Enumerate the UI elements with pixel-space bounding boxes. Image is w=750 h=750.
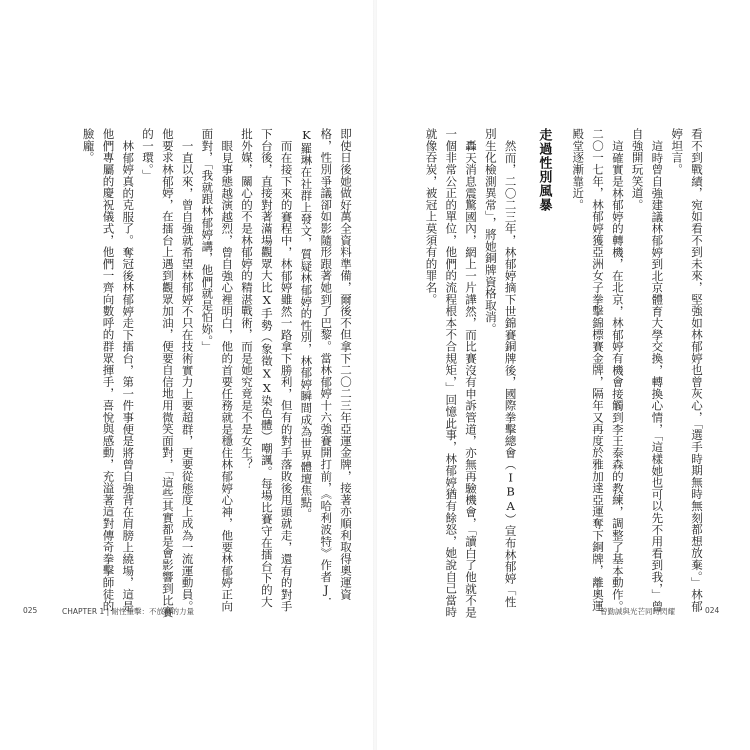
paragraph: 眼見事態越演越烈，曾自強心裡明白，他的首要任務就是穩住林郁婷心神，他要林郁婷正向面對，「我就跟林郁婷講，他們就是怕妳。」 xyxy=(200,128,235,612)
right-running-head: 曾勤誠與光芒同時閃耀 xyxy=(600,607,675,616)
paragraph: 轟天消息震驚國內，網上一片譁然，而比賽沒有申訴管道，亦無再驗機會，「讀白了他就不是一個非常公正的單位，他們的流程根本不合規矩，」回憶此事，林郁婷猶有餘怒，她說自己當時就像吞炭，被冠上莫須有的罪名。 xyxy=(424,128,479,618)
paragraph: 一直以來，曾自強就希望林郁婷不只在技術實力上要超群，更要從態度上成為一流運動員。他要求林郁婷，在擂台上遇到觀眾加油，便要自信地用微笑面對，「這些其實都是會影響到比賽的一環。」 xyxy=(141,128,195,618)
right-page xyxy=(377,0,750,750)
left-page-body xyxy=(25,128,355,618)
paragraph: 即使日後她做好萬全資料準備，爾後不但拿下二〇二三年亞運金牌，接著亦順利取得奧運資格，性別爭議卻如影隨形跟著她到了巴黎。當林郁婷十六強賽開打前，《哈利波特》作者J．K羅琳在社群上發文，質疑林郁婷的性別，林郁婷瞬間成為世界體壇焦點。 xyxy=(299,128,353,609)
paragraph: 而在接下來的賽程中，林郁婷雖然一路拿下勝利，但有的對手落敗後甩頭就走，還有的對手下台後，直接對著滿場觀眾大比X手勢（象徵XX染色體）嘲諷。每場比賽守在擂台下的大批外媒，關心的不是林郁婷的精湛戰術，而是她究竟是不是女生？ xyxy=(240,128,294,612)
right-page-body xyxy=(401,128,706,618)
paragraph: 這時曾自強建議林郁婷到北京體育大學交換，轉換心情，「這樣她也可以先不用看到我，」曾自強開玩笑道。 xyxy=(630,128,665,612)
left-running-head: CHAPTER 1 | 耐性重擊：不放棄的力量 xyxy=(62,607,195,616)
section-heading: 走過性別風暴 xyxy=(536,128,552,212)
paragraph: 這確實是林郁婷的轉機，在北京，林郁婷有機會接觸到李王泰森的教練，調整了基本動作。二〇一七年，林郁婷獲亞洲女子拳擊錦標賽金牌，隔年又再度於雅加達亞運奪下銅牌，離奧運殿堂逐漸靠近。 xyxy=(571,128,625,612)
left-page-number: 025 xyxy=(23,606,38,615)
paragraph: 然而，二〇二三年，林郁婷摘下世錦賽銅牌後，國際拳擊總會（IBA）宣布林郁婷「性別生化檢測異常」，將她銅牌資格取消。 xyxy=(483,128,518,608)
paragraph: 林郁婷真的克服了。奪冠後林郁婷走下擂台，第一件事便是將曾自強背在肩膀上繞場，這是他們專屬的慶祝儀式，他們一齊向數呼的群眾揮手，喜悅與感動，充溢著這對傳奇拳擊師徒的臉龐。 xyxy=(81,128,136,612)
right-page-number: 024 xyxy=(705,606,720,615)
left-page xyxy=(0,0,373,750)
paragraph: 看不到戰績，宛如看不到未來，堅強如林郁婷也曾灰心，「選手時期無時無刻都想放棄。」林郁婷坦言。 xyxy=(670,128,704,613)
